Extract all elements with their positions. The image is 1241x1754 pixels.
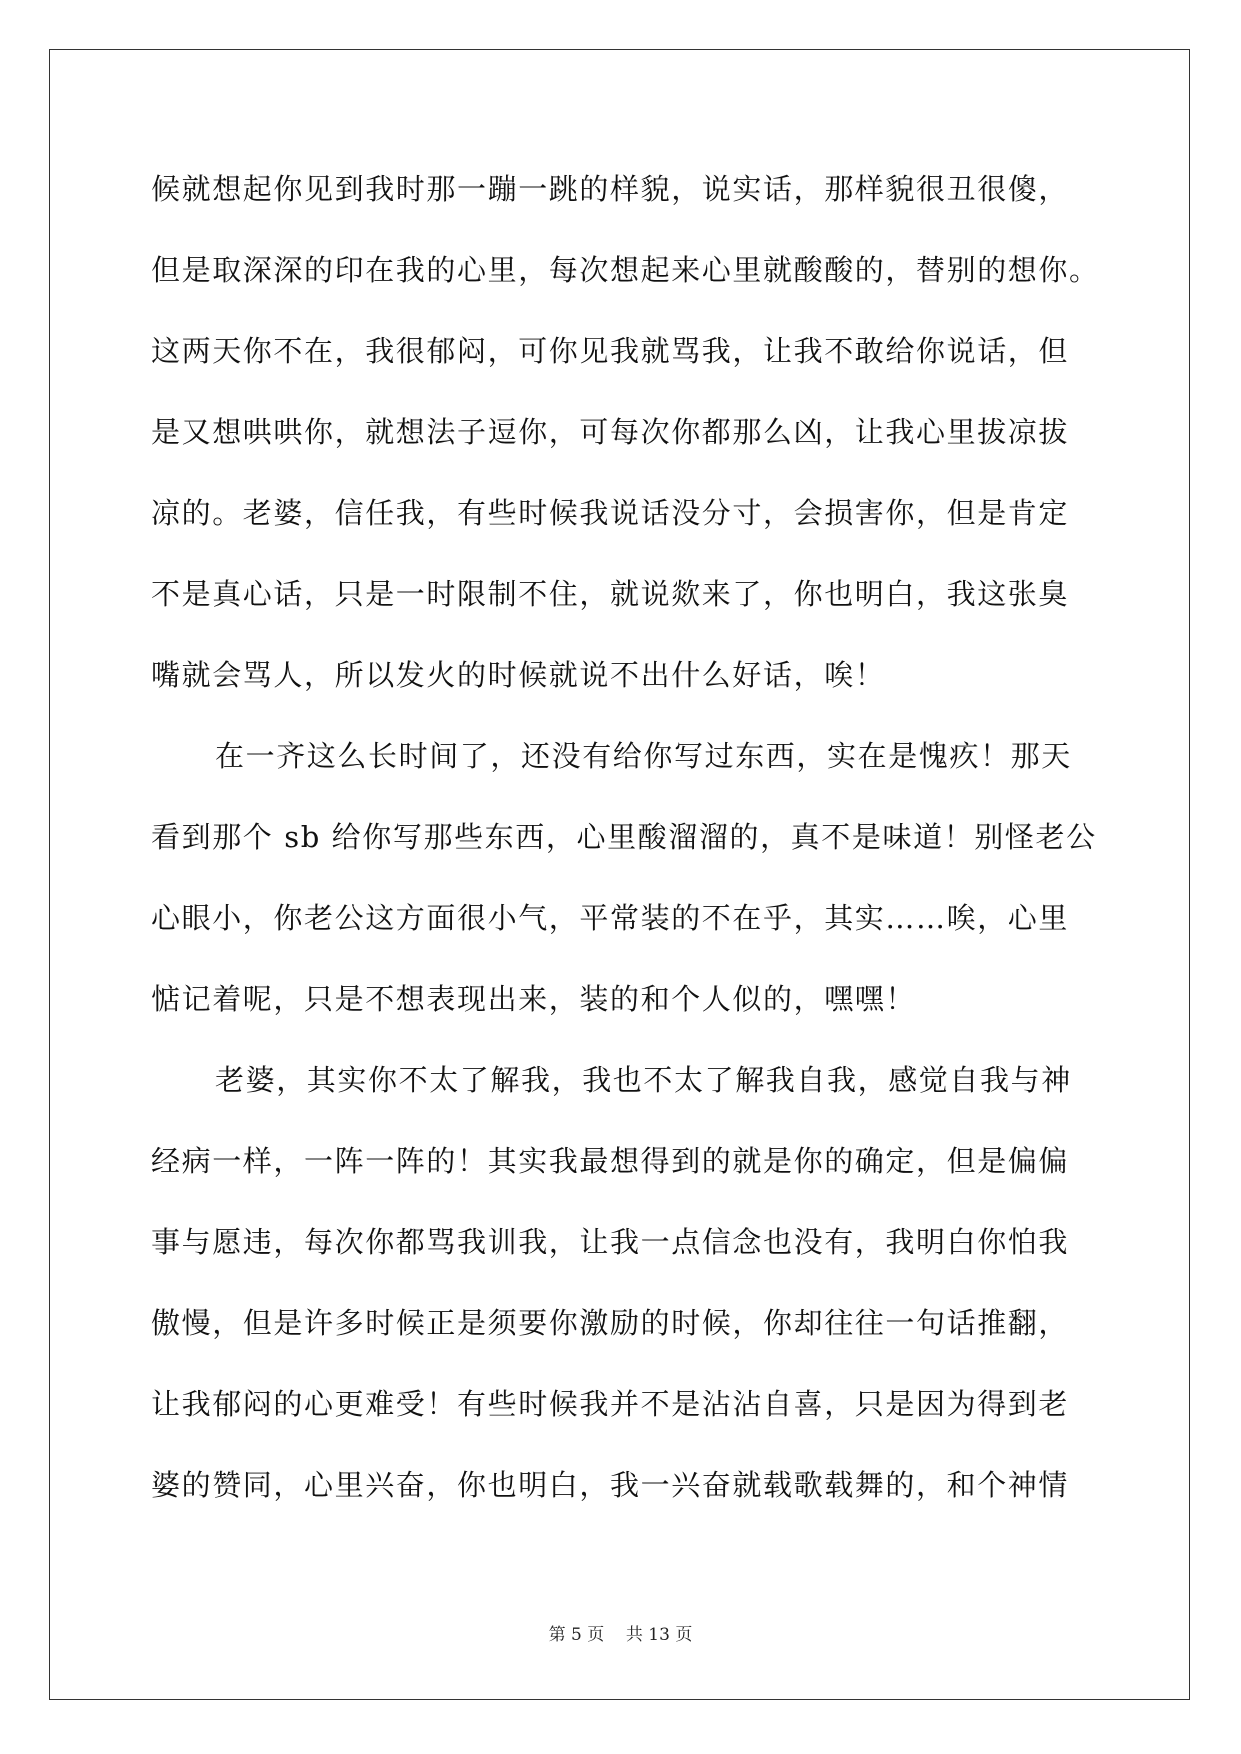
paragraph-start-line: 在一齐这么长时间了，还没有给你写过东西，实在是愧疚！那天 (215, 739, 1072, 773)
text-line: 事与愿违，每次你都骂我训我，让我一点信念也没有，我明白你怕我 (151, 1225, 1070, 1259)
text-line: 看到那个 sb 给你写那些东西，心里酸溜溜的，真不是味道！别怪老公 (151, 820, 1097, 854)
text-line: 经病一样，一阵一阵的！其实我最想得到的就是你的确定，但是偏偏 (151, 1144, 1070, 1178)
paragraph-start-line: 老婆，其实你不太了解我，我也不太了解我自我，感觉自我与神 (215, 1063, 1072, 1097)
text-line: 是又想哄哄你，就想法子逗你，可每次你都那么凶，让我心里拔凉拔 (151, 415, 1070, 449)
text-line: 候就想起你见到我时那一蹦一跳的样貌，说实话，那样貌很丑很傻， (151, 172, 1070, 206)
text-line: 婆的赞同，心里兴奋，你也明白，我一兴奋就载歌载舞的，和个神情 (151, 1468, 1070, 1502)
document-body (151, 162, 1100, 1539)
text-line: 让我郁闷的心更难受！有些时候我并不是沾沾自喜，只是因为得到老 (151, 1387, 1070, 1421)
text-line: 心眼小，你老公这方面很小气，平常装的不在乎，其实……唉，心里 (151, 901, 1070, 935)
text-line: 但是取深深的印在我的心里，每次想起来心里就酸酸的，替别的想你。 (151, 253, 1100, 287)
text-line: 惦记着呢，只是不想表现出来，装的和个人似的，嘿嘿！ (151, 982, 917, 1016)
text-line: 不是真心话，只是一时限制不住，就说欻来了，你也明白，我这张臭 (151, 577, 1070, 611)
page-number-footer: 第 5 页 共 13 页 (548, 1625, 693, 1645)
text-line: 嘴就会骂人，所以发火的时候就说不出什么好话，唉！ (151, 658, 886, 692)
text-line: 这两天你不在，我很郁闷，可你见我就骂我，让我不敢给你说话，但 (151, 334, 1070, 368)
text-line: 傲慢，但是许多时候正是须要你激励的时候，你却往往一句话推翻， (151, 1306, 1070, 1340)
text-line: 凉的。老婆，信任我，有些时候我说话没分寸，会损害你，但是肯定 (151, 496, 1070, 530)
